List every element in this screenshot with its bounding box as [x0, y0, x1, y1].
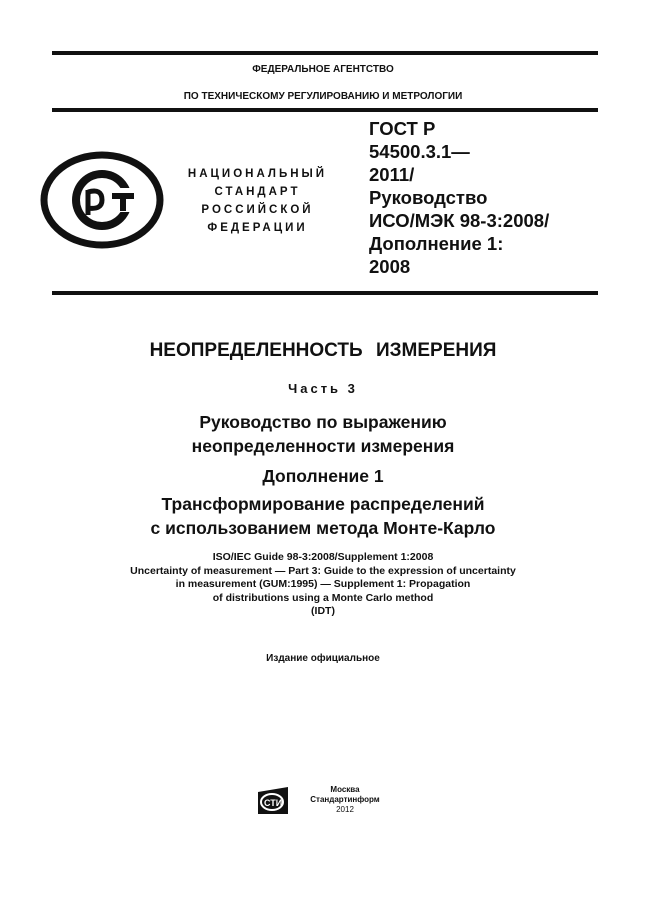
english-line: of distributions using a Monte Carlo method: [212, 591, 434, 604]
supplement-label: Дополнение 1: [262, 466, 384, 486]
gost-line: Дополнение 1:: [369, 233, 504, 254]
english-line: ISO/IEC Guide 98-3:2008/Supplement 1:2008: [212, 551, 434, 563]
publisher: [300, 785, 390, 815]
subtitle: [0, 410, 646, 458]
svg-text:СТИ: СТИ: [264, 798, 283, 808]
agency-line-2: ПО ТЕХНИЧЕСКОМУ РЕГУЛИРОВАНИЮ И МЕТРОЛОГИИ: [183, 91, 463, 102]
supplement-title: [0, 492, 646, 540]
supplement-title-line: с использованием метода Монте-Карло: [150, 518, 496, 538]
national-line: РОССИЙСКОЙ: [201, 204, 314, 216]
rst-logo: [40, 150, 168, 250]
english-line: (IDT): [311, 605, 335, 617]
gost-line: Руководство: [369, 187, 488, 208]
english-line: Uncertainty of measurement — Part 3: Guide to the expression of uncertainty: [130, 564, 516, 577]
gost-designation: [369, 117, 549, 278]
national-line: СТАНДАРТ: [214, 186, 301, 198]
publisher-name: Стандартинформ: [310, 795, 380, 804]
subtitle-line: Руководство по выражению: [199, 412, 447, 432]
top-rule: [52, 51, 598, 55]
english-line: in measurement (GUM:1995) — Supplement 1: Propagation: [175, 578, 471, 590]
main-title: НЕОПРЕДЕЛЕННОСТЬ ИЗМЕРЕНИЯ: [149, 340, 497, 361]
subtitle-line: неопределенности измерения: [191, 436, 455, 456]
gost-line: ИСО/МЭК 98-3:2008/: [369, 210, 550, 231]
supplement-title-line: Трансформирование распределений: [161, 494, 485, 514]
gost-line: 2008: [369, 256, 411, 277]
publisher-city: Москва: [330, 785, 360, 794]
gost-line: 2011/: [369, 164, 415, 185]
national-line: ФЕДЕРАЦИИ: [207, 222, 308, 234]
bottom-header-rule: [52, 291, 598, 295]
standartinform-logo: [256, 786, 290, 816]
edition-label: Издание официальное: [266, 653, 380, 664]
gost-line: 54500.3.1—: [369, 141, 470, 162]
part-label: Часть 3: [288, 381, 358, 396]
national-line: НАЦИОНАЛЬНЫЙ: [187, 168, 328, 180]
agency-line-1: ФЕДЕРАЛЬНОЕ АГЕНТСТВО: [252, 64, 394, 75]
english-title: [0, 551, 646, 619]
header-rule: [52, 108, 598, 112]
gost-line: ГОСТ Р: [369, 118, 436, 139]
national-standard-label: [170, 165, 345, 237]
publisher-year: 2012: [336, 805, 354, 814]
